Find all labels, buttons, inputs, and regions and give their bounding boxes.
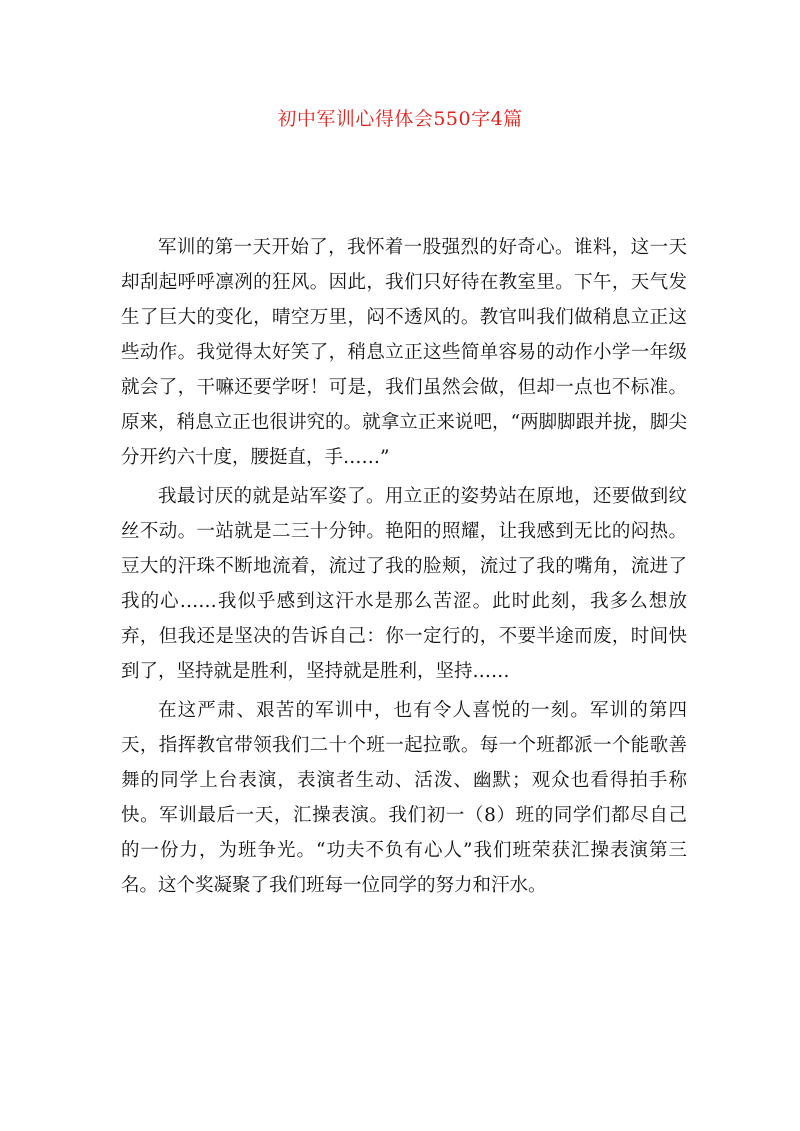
- document-title: 初中军训心得体会550字4篇: [277, 108, 523, 130]
- document-body: [121, 230, 687, 907]
- paragraph-1: 军训的第一天开始了，我怀着一股强烈的好奇心。谁料，这一天却刮起呼呼凛冽的狂风。因此，我们只好待在教室里。下午，天气发生了巨大的变化，晴空万里，闷不透风的。教官叫我们做稍息立正这些动作。我觉得太好笑了，稍息立正这些简单容易的动作小学一年级就会了，干嘛还要学呀！可是，我们虽然会做，但却一点也不标准。原来，稍息立正也很讲究的。就拿立正来说吧，“两脚脚跟并拢，脚尖分开约六十度，腰挺直，手……”: [121, 237, 687, 468]
- paragraph-3: 在这严肃、艰苦的军训中，也有令人喜悦的一刻。军训的第四天，指挥教官带领我们二十个班一起拉歌。每一个班都派一个能歌善舞的同学上台表演，表演者生动、活泼、幽默；观众也看得拍手称快。军训最后一天，汇操表演。我们初一（8）班的同学们都尽自己的一份力，为班争光。“功夫不负有心人”我们班荣获汇操表演第三名。这个奖凝聚了我们班每一位同学的努力和汗水。: [121, 700, 687, 896]
- paragraph-2: 我最讨厌的就是站军姿了。用立正的姿势站在原地，还要做到纹丝不动。一站就是二三十分钟。艳阳的照耀，让我感到无比的闷热。豆大的汗珠不断地流着，流过了我的脸颊，流过了我的嘴角，流进了我的心……我似乎感到这汗水是那么苦涩。此时此刻，我多么想放弃，但我还是坚决的告诉自己：你一定行的，不要半途而废，时间快到了，坚持就是胜利，坚持就是胜利，坚持……: [121, 486, 687, 682]
